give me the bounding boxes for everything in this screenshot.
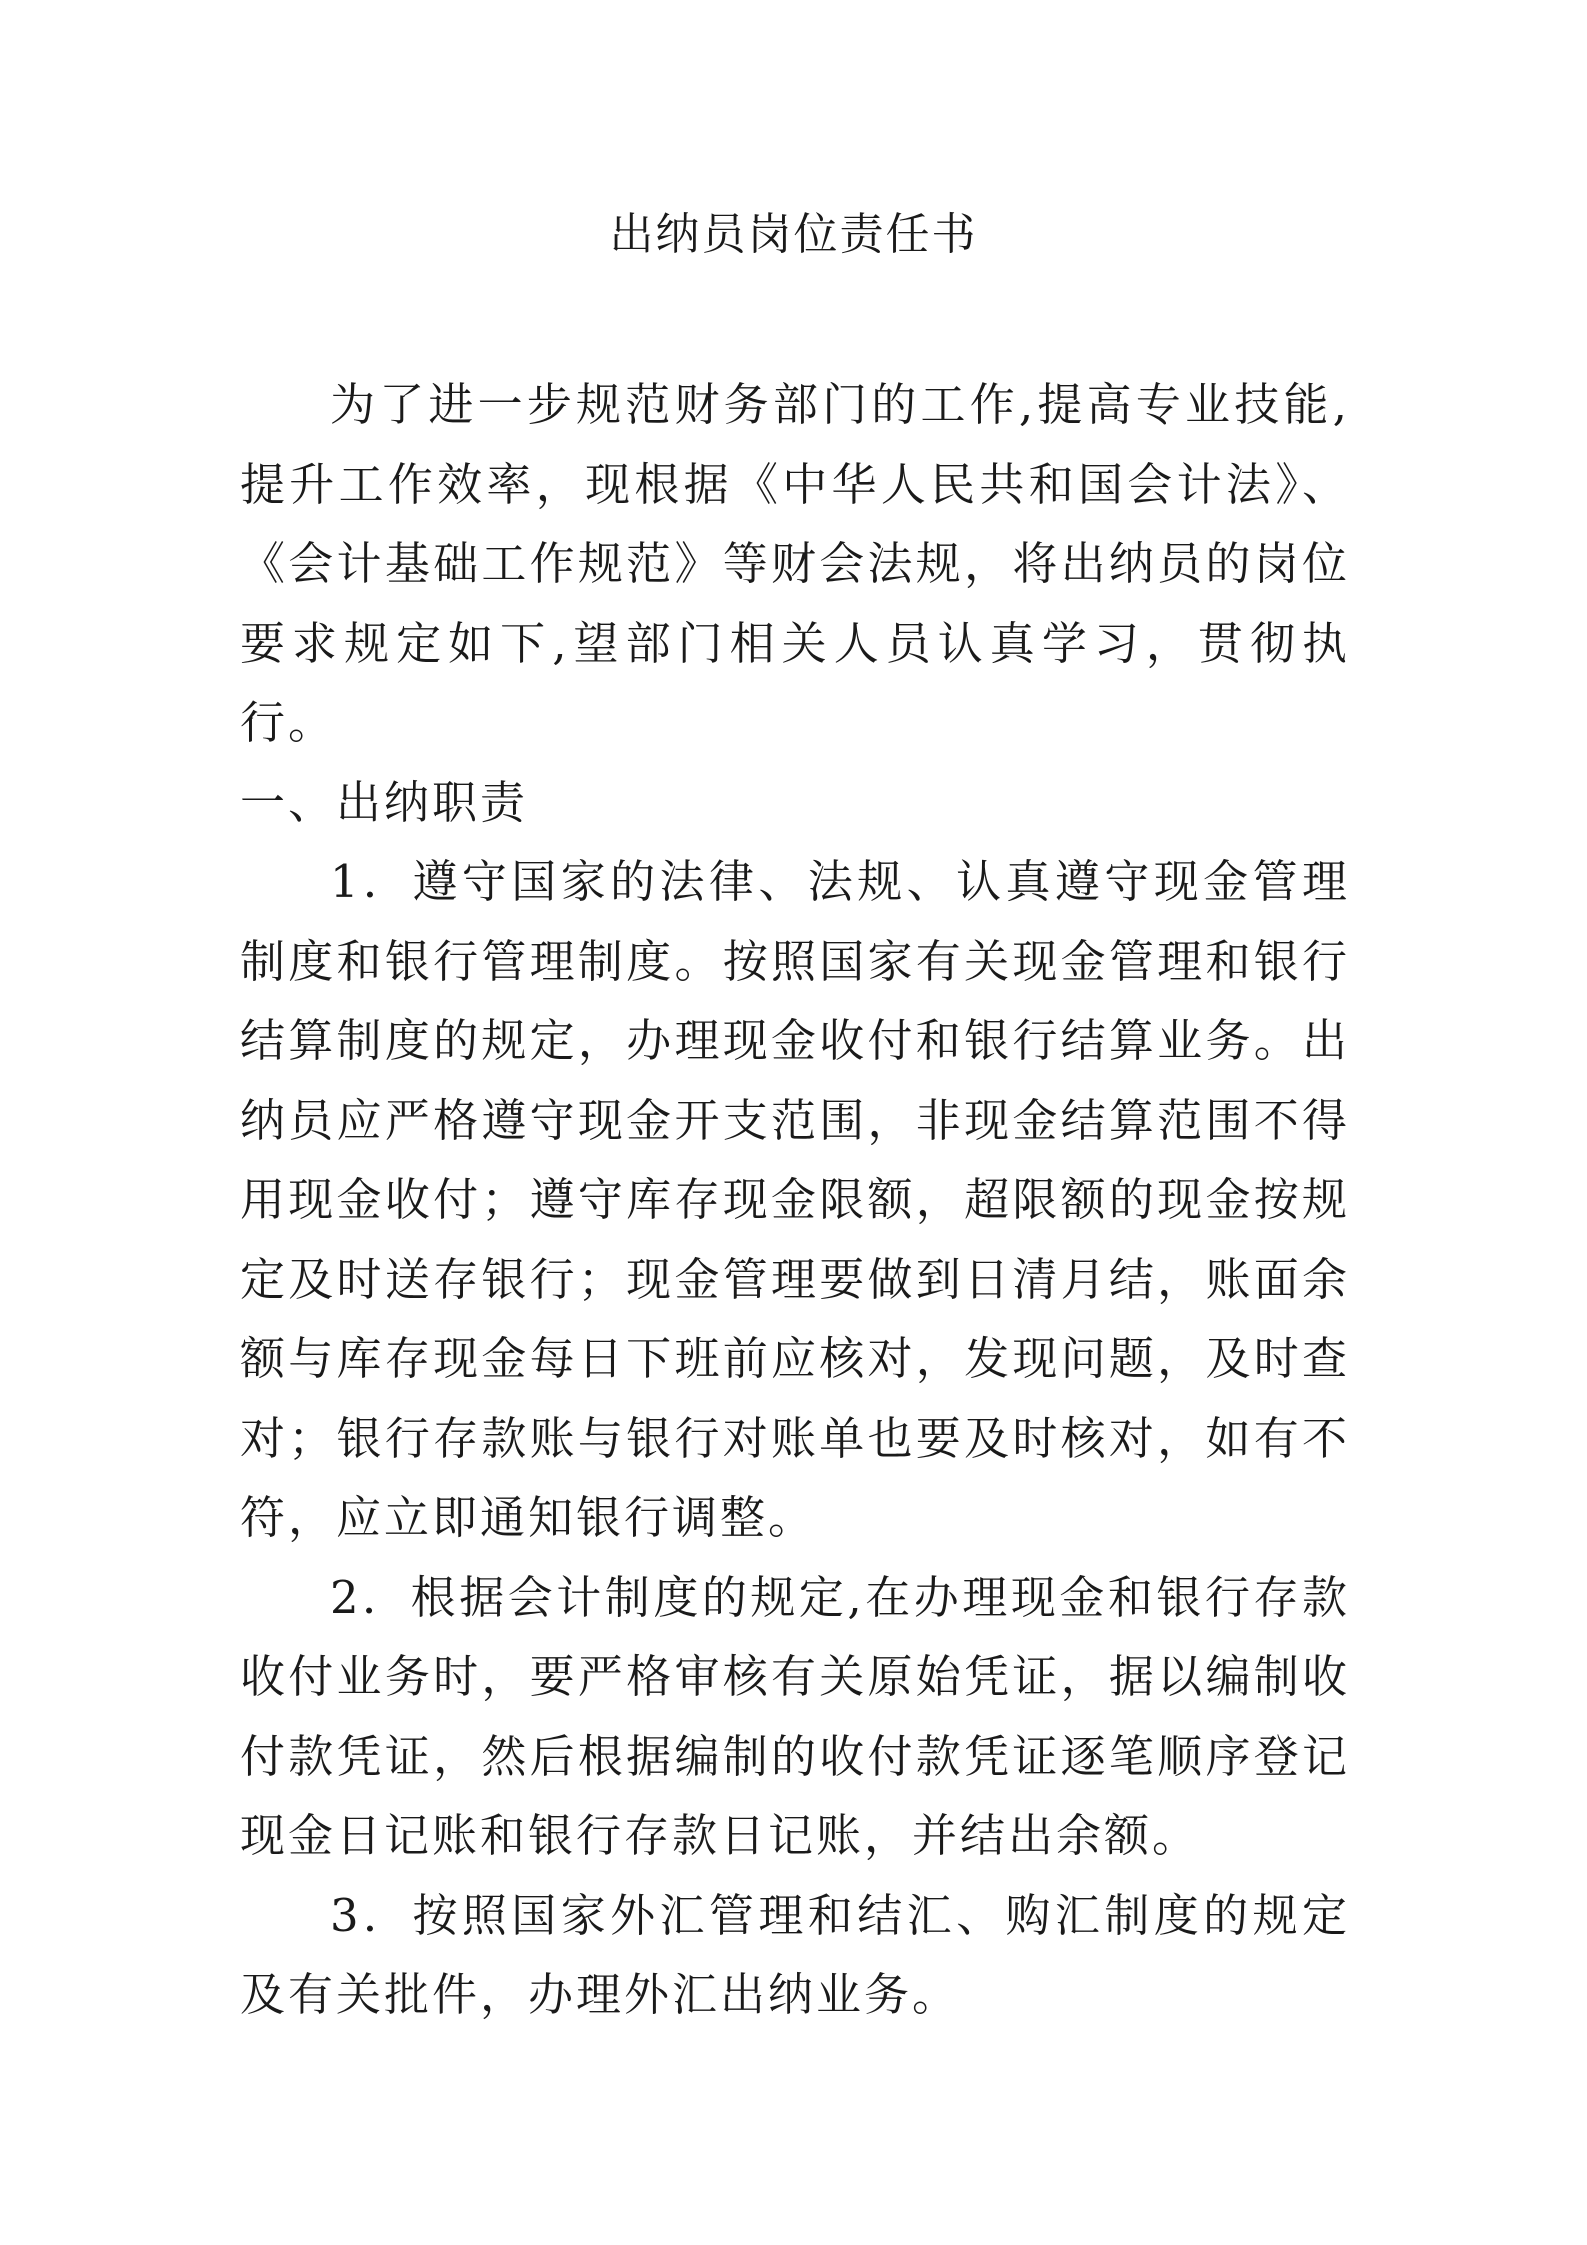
intro-paragraph: 为了进一步规范财务部门的工作,提高专业技能,提升工作效率，现根据《中华人民共和国会计法》、《会计基础工作规范》等财会法规，将出纳员的岗位要求规定如下,望部门相关人员认真学习，贯彻执行。 xyxy=(240,378,1350,749)
document-body xyxy=(240,365,1350,2035)
document-title: 出纳员岗位责任书 xyxy=(609,209,978,260)
duty-item-1: 1．遵守国家的法律、法规、认真遵守现金管理制度和银行管理制度。按照国家有关现金管理和银行结算制度的规定，办理现金收付和银行结算业务。出纳员应严格遵守现金开支范围，非现金结算范围不得用现金收付；遵守库存现金限额，超限额的现金按规定及时送存银行；现金管理要做到日清月结，账面余额与库存现金每日下班前应核对，发现问题，及时查对；银行存款账与银行对账单也要及时核对，如有不符，应立即通知银行调整。 xyxy=(240,855,1350,1544)
duty-item-2: 2．根据会计制度的规定,在办理现金和银行存款收付业务时，要严格审核有关原始凭证，据以编制收付款凭证，然后根据编制的收付款凭证逐笔顺序登记现金日记账和银行存款日记账，并结出余额。 xyxy=(240,1570,1350,1862)
duty-item-3: 3．按照国家外汇管理和结汇、购汇制度的规定及有关批件，办理外汇出纳业务。 xyxy=(240,1888,1350,2021)
section-heading: 一、出纳职责 xyxy=(240,775,529,829)
